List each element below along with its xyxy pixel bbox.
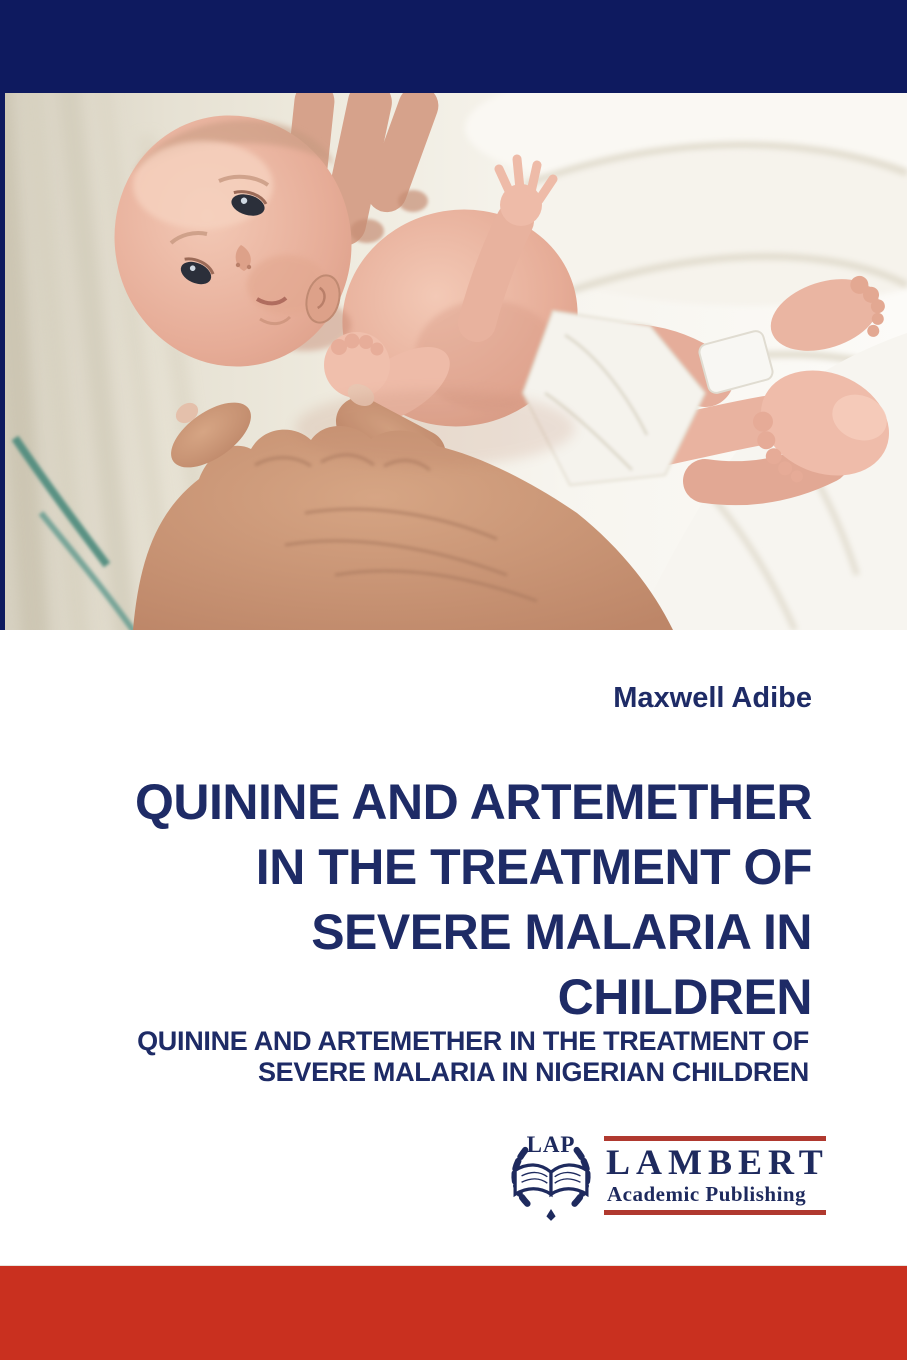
lap-acronym: LAP bbox=[526, 1131, 576, 1157]
publisher-tagline: Academic Publishing bbox=[607, 1182, 807, 1206]
logo-top-bar bbox=[604, 1136, 826, 1141]
publisher-logo bbox=[505, 1126, 829, 1222]
baby-photo bbox=[5, 93, 907, 630]
book-subtitle bbox=[40, 1026, 809, 1088]
lap-emblem-icon bbox=[505, 1126, 597, 1222]
publisher-name: LAMBERT bbox=[606, 1142, 829, 1182]
title-line-4: CHILDREN bbox=[557, 969, 812, 1025]
cover-photo-frame bbox=[0, 93, 907, 630]
book-title bbox=[40, 770, 812, 1030]
bottom-red-band bbox=[0, 1265, 907, 1360]
title-line-1: QUININE AND ARTEMETHER bbox=[135, 774, 812, 830]
title-line-2: IN THE TREATMENT OF bbox=[255, 839, 812, 895]
logo-bottom-bar bbox=[604, 1210, 826, 1215]
author-name: Maxwell Adibe bbox=[613, 682, 812, 714]
top-navy-band bbox=[0, 0, 907, 93]
subtitle-line-1: QUININE AND ARTEMETHER IN THE TREATMENT OF bbox=[137, 1026, 809, 1056]
wreath-base bbox=[546, 1209, 555, 1221]
open-book-icon bbox=[515, 1165, 587, 1194]
shadow bbox=[295, 390, 575, 466]
subtitle-line-2: SEVERE MALARIA IN NIGERIAN CHILDREN bbox=[257, 1057, 809, 1087]
title-line-3: SEVERE MALARIA IN bbox=[311, 904, 812, 960]
publisher-wordmark bbox=[604, 1136, 829, 1215]
